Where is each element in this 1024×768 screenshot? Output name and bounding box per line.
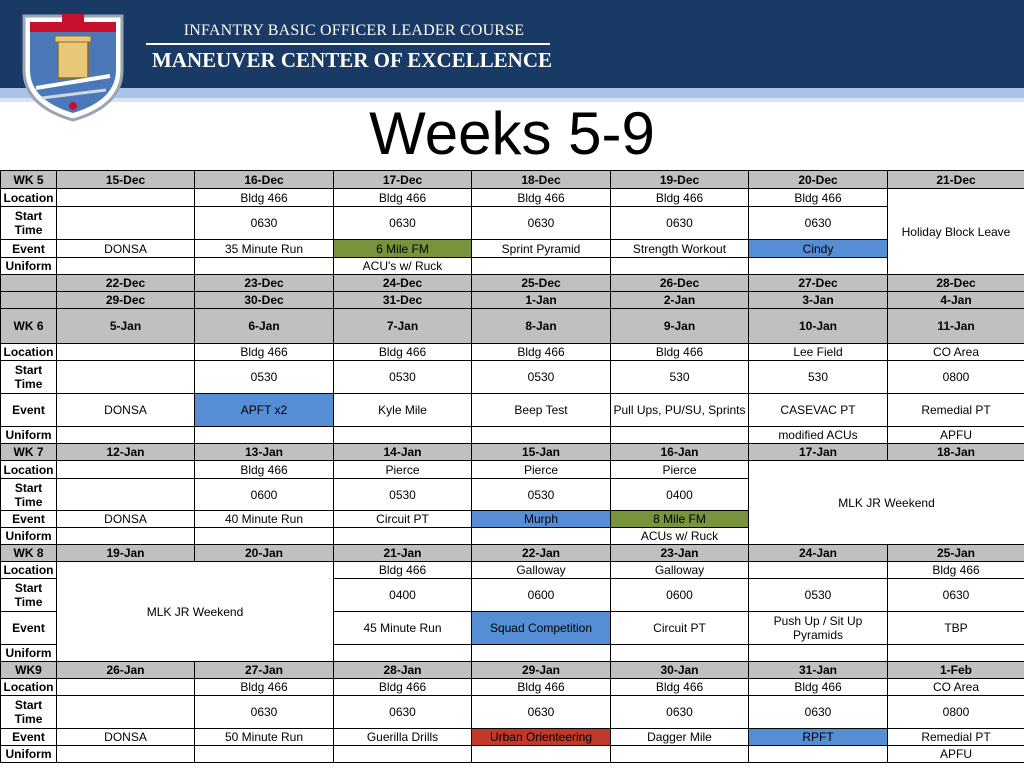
uniform-cell	[334, 645, 472, 662]
start-cell: 0630	[611, 207, 749, 240]
location-cell: Bldg 466	[749, 189, 888, 207]
date-cell: 8-Jan	[472, 309, 611, 344]
date-cell: 18-Jan	[888, 444, 1024, 461]
location-cell: Lee Field	[749, 344, 888, 361]
row-label: Location	[1, 679, 57, 696]
event-cell: 6 Mile FM	[334, 240, 472, 258]
row-label: Location	[1, 461, 57, 479]
uniform-cell	[611, 746, 749, 763]
date-cell: 1-Feb	[888, 662, 1024, 679]
start-cell: 0800	[888, 361, 1024, 394]
date-cell: 12-Jan	[57, 444, 195, 461]
date-row	[1, 275, 1024, 292]
start-time-row	[1, 207, 1024, 240]
start-cell: 0630	[195, 207, 334, 240]
event-cell: 50 Minute Run	[195, 729, 334, 746]
uniform-cell: ACU's w/ Ruck	[334, 258, 472, 275]
start-cell: 0630	[611, 696, 749, 729]
event-cell: DONSA	[57, 394, 195, 427]
schedule-table	[0, 170, 1024, 763]
date-cell: 28-Jan	[334, 662, 472, 679]
start-cell: 0630	[195, 696, 334, 729]
date-cell: 15-Dec	[57, 171, 195, 189]
uniform-cell	[195, 746, 334, 763]
week-header-row	[1, 171, 1024, 189]
date-cell: 22-Jan	[472, 545, 611, 562]
week-header-row	[1, 444, 1024, 461]
event-cell: RPFT	[749, 729, 888, 746]
location-cell: Bldg 466	[472, 189, 611, 207]
date-cell: 27-Dec	[749, 275, 888, 292]
start-cell: 0600	[472, 579, 611, 612]
date-cell: 25-Dec	[472, 275, 611, 292]
row-label: Event	[1, 612, 57, 645]
location-cell: Bldg 466	[472, 344, 611, 361]
event-cell: Squad Competition	[472, 612, 611, 645]
uniform-row	[1, 427, 1024, 444]
week-header-row	[1, 545, 1024, 562]
event-cell: DONSA	[57, 729, 195, 746]
date-cell: 5-Jan	[57, 309, 195, 344]
location-cell: Pierce	[611, 461, 749, 479]
start-cell: 0630	[749, 696, 888, 729]
location-cell: Bldg 466	[195, 679, 334, 696]
location-cell: Bldg 466	[472, 679, 611, 696]
location-cell	[57, 679, 195, 696]
location-cell: Bldg 466	[195, 461, 334, 479]
event-cell: DONSA	[57, 511, 195, 528]
week-label: WK 5	[1, 171, 57, 189]
uniform-cell	[57, 258, 195, 275]
row-label: Location	[1, 344, 57, 361]
date-cell: 4-Jan	[888, 292, 1024, 309]
location-cell: CO Area	[888, 679, 1024, 696]
date-cell: 31-Jan	[749, 662, 888, 679]
uniform-row	[1, 746, 1024, 763]
date-cell: 25-Jan	[888, 545, 1024, 562]
row-label: Event	[1, 394, 57, 427]
uniform-cell	[472, 427, 611, 444]
date-cell: 22-Dec	[57, 275, 195, 292]
date-cell: 23-Dec	[195, 275, 334, 292]
start-cell: 0600	[611, 579, 749, 612]
date-cell: 21-Jan	[334, 545, 472, 562]
start-time-row	[1, 361, 1024, 394]
event-cell: Beep Test	[472, 394, 611, 427]
event-cell: APFT x2	[195, 394, 334, 427]
location-cell: Bldg 466	[611, 189, 749, 207]
header-rule	[146, 43, 550, 45]
date-cell: 16-Jan	[611, 444, 749, 461]
start-cell: 0530	[472, 361, 611, 394]
event-cell: CASEVAC PT	[749, 394, 888, 427]
date-cell: 29-Jan	[472, 662, 611, 679]
event-cell: Remedial PT	[888, 729, 1024, 746]
event-cell: Circuit PT	[611, 612, 749, 645]
start-cell: 0530	[749, 579, 888, 612]
week-label: WK 8	[1, 545, 57, 562]
uniform-cell	[611, 427, 749, 444]
start-cell	[57, 207, 195, 240]
start-cell: 0530	[472, 479, 611, 511]
start-cell	[57, 696, 195, 729]
uniform-cell	[472, 645, 611, 662]
row-label: Event	[1, 729, 57, 746]
date-cell: 21-Dec	[888, 171, 1024, 189]
location-row	[1, 344, 1024, 361]
location-cell	[57, 189, 195, 207]
event-cell: Pull Ups, PU/SU, Sprints	[611, 394, 749, 427]
uniform-cell	[195, 258, 334, 275]
event-cell: Strength Workout	[611, 240, 749, 258]
location-cell: Bldg 466	[195, 344, 334, 361]
uniform-cell: ACUs w/ Ruck	[611, 528, 749, 545]
date-cell: 1-Jan	[472, 292, 611, 309]
date-cell: 23-Jan	[611, 545, 749, 562]
date-cell: 14-Jan	[334, 444, 472, 461]
holiday-block-leave-cell: Holiday Block Leave	[888, 189, 1024, 275]
uniform-row	[1, 258, 1024, 275]
row-label: Location	[1, 189, 57, 207]
uniform-cell: APFU	[888, 746, 1024, 763]
start-cell: 0400	[334, 579, 472, 612]
location-row	[1, 461, 1024, 479]
event-cell: 35 Minute Run	[195, 240, 334, 258]
date-cell: 16-Dec	[195, 171, 334, 189]
blank-cell	[1, 275, 57, 292]
uniform-cell	[611, 258, 749, 275]
start-time-row	[1, 696, 1024, 729]
date-cell: 30-Jan	[611, 662, 749, 679]
week-header-row	[1, 309, 1024, 344]
event-cell: Sprint Pyramid	[472, 240, 611, 258]
date-cell: 13-Jan	[195, 444, 334, 461]
start-cell: 0530	[334, 479, 472, 511]
blank-cell	[1, 292, 57, 309]
date-cell: 15-Jan	[472, 444, 611, 461]
uniform-cell	[334, 427, 472, 444]
date-cell: 17-Dec	[334, 171, 472, 189]
event-cell: Circuit PT	[334, 511, 472, 528]
week-label: WK9	[1, 662, 57, 679]
start-cell: 530	[611, 361, 749, 394]
week-label: WK 7	[1, 444, 57, 461]
uniform-cell	[611, 645, 749, 662]
event-row	[1, 240, 1024, 258]
start-cell: 0630	[472, 207, 611, 240]
date-cell: 26-Jan	[57, 662, 195, 679]
date-cell: 20-Jan	[195, 545, 334, 562]
event-cell: Murph	[472, 511, 611, 528]
date-cell: 28-Dec	[888, 275, 1024, 292]
row-label: Start Time	[1, 579, 57, 612]
uniform-cell	[749, 645, 888, 662]
location-cell: CO Area	[888, 344, 1024, 361]
date-cell: 10-Jan	[749, 309, 888, 344]
date-cell: 19-Jan	[57, 545, 195, 562]
location-row	[1, 189, 1024, 207]
uniform-cell	[472, 746, 611, 763]
date-cell: 31-Dec	[334, 292, 472, 309]
location-cell: Bldg 466	[334, 189, 472, 207]
date-cell: 30-Dec	[195, 292, 334, 309]
date-cell: 3-Jan	[749, 292, 888, 309]
start-cell: 0630	[334, 696, 472, 729]
location-cell: Bldg 466	[334, 562, 472, 579]
date-cell: 26-Dec	[611, 275, 749, 292]
row-label: Start Time	[1, 696, 57, 729]
date-cell: 29-Dec	[57, 292, 195, 309]
row-label: Start Time	[1, 361, 57, 394]
row-label: Uniform	[1, 645, 57, 662]
start-cell	[57, 479, 195, 511]
mlk-weekend-cell: MLK JR Weekend	[57, 562, 334, 662]
location-cell: Bldg 466	[611, 344, 749, 361]
start-cell: 0630	[334, 207, 472, 240]
row-label: Event	[1, 240, 57, 258]
mlk-weekend-cell: MLK JR Weekend	[749, 461, 1024, 545]
uniform-cell	[749, 258, 888, 275]
uniform-cell	[195, 528, 334, 545]
date-cell: 19-Dec	[611, 171, 749, 189]
date-cell: 24-Jan	[749, 545, 888, 562]
uniform-cell: modified ACUs	[749, 427, 888, 444]
location-cell: Galloway	[472, 562, 611, 579]
start-cell: 0630	[472, 696, 611, 729]
event-cell: Push Up / Sit Up Pyramids	[749, 612, 888, 645]
location-row	[1, 562, 1024, 579]
uniform-cell	[749, 746, 888, 763]
week-label: WK 6	[1, 309, 57, 344]
date-cell: 18-Dec	[472, 171, 611, 189]
date-cell: 24-Dec	[334, 275, 472, 292]
location-cell: Bldg 466	[888, 562, 1024, 579]
location-cell: Pierce	[334, 461, 472, 479]
row-label: Event	[1, 511, 57, 528]
date-cell: 9-Jan	[611, 309, 749, 344]
start-cell: 0600	[195, 479, 334, 511]
page-title: Weeks 5-9	[369, 100, 655, 167]
location-cell	[57, 344, 195, 361]
start-cell: 0530	[195, 361, 334, 394]
week-header-row	[1, 662, 1024, 679]
uniform-cell	[472, 528, 611, 545]
date-cell: 2-Jan	[611, 292, 749, 309]
uniform-cell	[888, 645, 1024, 662]
location-cell: Galloway	[611, 562, 749, 579]
location-cell: Pierce	[472, 461, 611, 479]
date-cell: 7-Jan	[334, 309, 472, 344]
date-cell: 20-Dec	[749, 171, 888, 189]
location-cell: Bldg 466	[611, 679, 749, 696]
uniform-cell	[57, 427, 195, 444]
center-name: MANEUVER CENTER OF EXCELLENCE	[151, 48, 552, 72]
uniform-cell	[57, 528, 195, 545]
start-cell	[57, 361, 195, 394]
start-cell: 0630	[888, 579, 1024, 612]
location-cell	[749, 562, 888, 579]
start-cell: 0800	[888, 696, 1024, 729]
uniform-cell	[334, 746, 472, 763]
date-row	[1, 292, 1024, 309]
date-cell: 17-Jan	[749, 444, 888, 461]
row-label: Uniform	[1, 427, 57, 444]
start-cell: 0630	[749, 207, 888, 240]
start-cell: 0400	[611, 479, 749, 511]
event-cell: Urban Orienteering	[472, 729, 611, 746]
row-label: Uniform	[1, 746, 57, 763]
event-cell: Cindy	[749, 240, 888, 258]
course-name: INFANTRY BASIC OFFICER LEADER COURSE	[183, 22, 525, 39]
row-label: Location	[1, 562, 57, 579]
event-row	[1, 394, 1024, 427]
row-label: Start Time	[1, 479, 57, 511]
row-label: Start Time	[1, 207, 57, 240]
location-cell: Bldg 466	[195, 189, 334, 207]
row-label: Uniform	[1, 258, 57, 275]
event-cell: 8 Mile FM	[611, 511, 749, 528]
location-row	[1, 679, 1024, 696]
event-cell: Remedial PT	[888, 394, 1024, 427]
event-cell: 45 Minute Run	[334, 612, 472, 645]
location-cell	[57, 461, 195, 479]
event-row	[1, 729, 1024, 746]
date-cell: 11-Jan	[888, 309, 1024, 344]
start-cell: 530	[749, 361, 888, 394]
date-cell: 27-Jan	[195, 662, 334, 679]
event-cell: Kyle Mile	[334, 394, 472, 427]
date-cell: 6-Jan	[195, 309, 334, 344]
uniform-cell	[195, 427, 334, 444]
uniform-cell: APFU	[888, 427, 1024, 444]
uniform-cell	[334, 528, 472, 545]
location-cell: Bldg 466	[749, 679, 888, 696]
event-cell: DONSA	[57, 240, 195, 258]
event-cell: Dagger Mile	[611, 729, 749, 746]
start-cell: 0530	[334, 361, 472, 394]
event-cell: Guerilla Drills	[334, 729, 472, 746]
row-label: Uniform	[1, 528, 57, 545]
location-cell: Bldg 466	[334, 679, 472, 696]
location-cell: Bldg 466	[334, 344, 472, 361]
uniform-cell	[472, 258, 611, 275]
event-cell: TBP	[888, 612, 1024, 645]
header-stripe	[0, 88, 1024, 98]
event-cell: 40 Minute Run	[195, 511, 334, 528]
uniform-cell	[57, 746, 195, 763]
